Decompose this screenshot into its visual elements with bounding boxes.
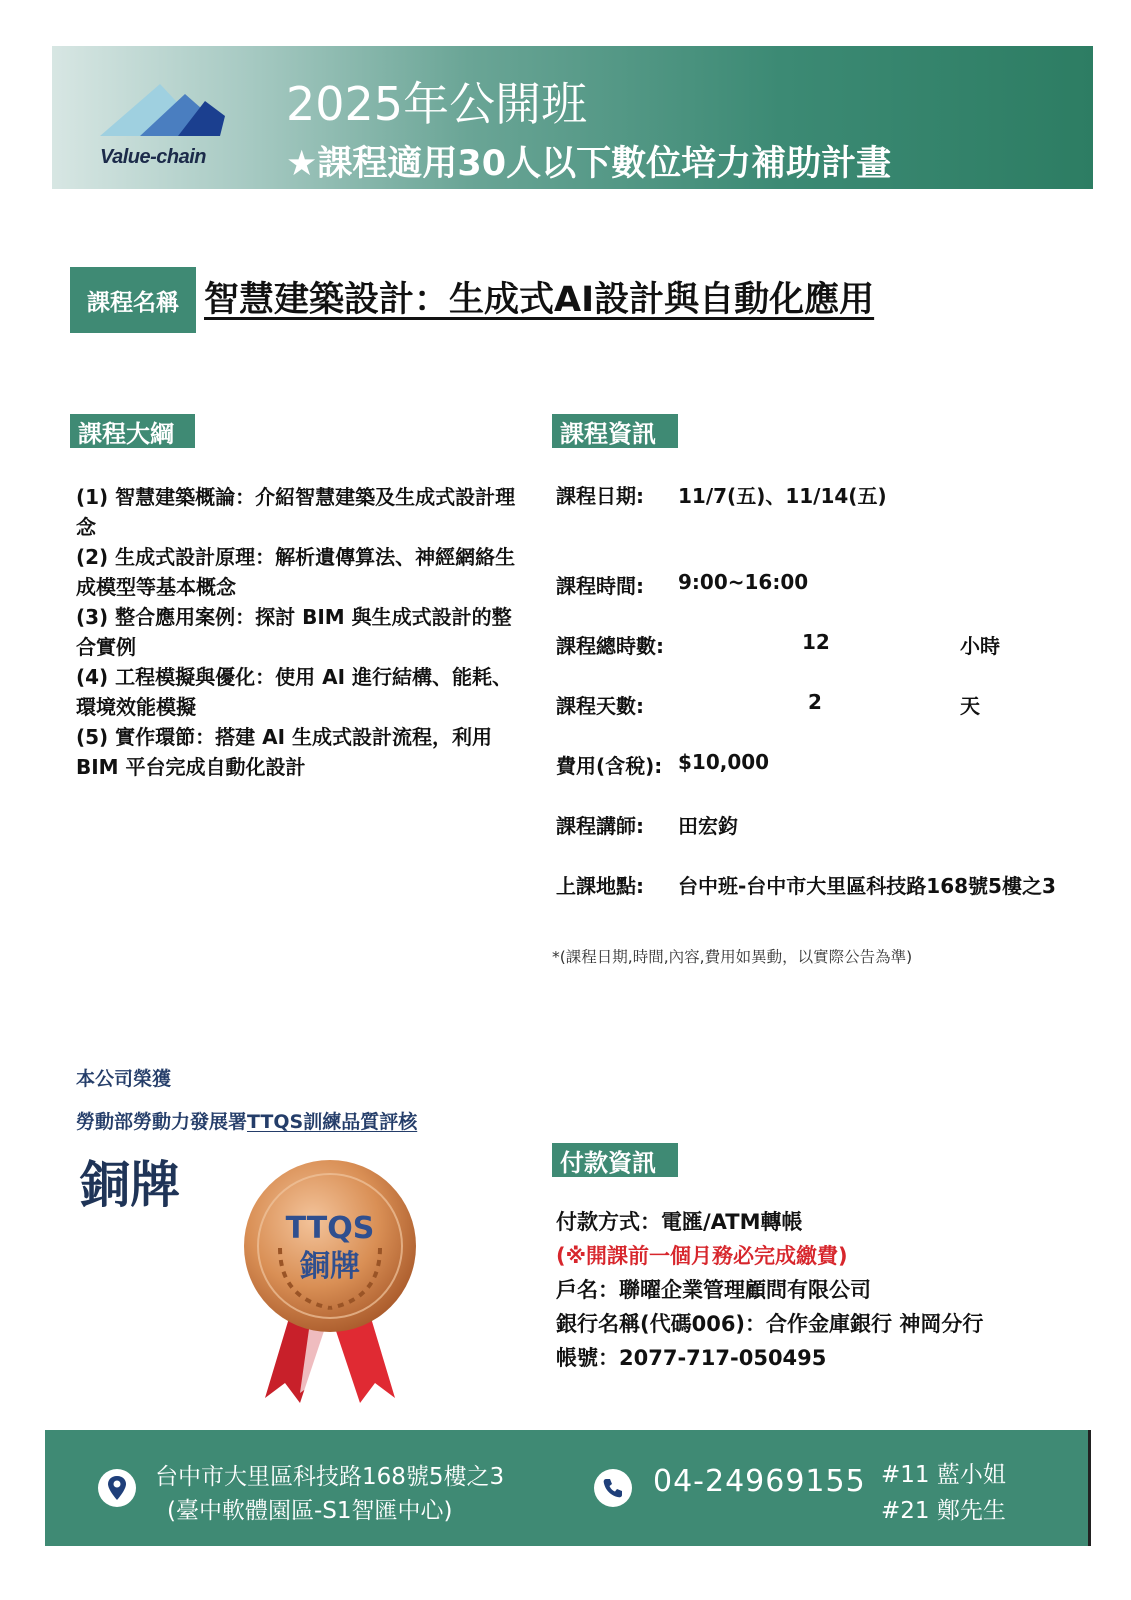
days-label: 課程天數:	[556, 694, 644, 718]
banner-subtitle: ★課程適用30人以下數位培力補助計畫	[286, 144, 892, 184]
hours-value: 12	[802, 630, 830, 654]
info-section-tag: 課程資訊	[552, 414, 678, 448]
payment-warning: (※開課前一個月務必完成繳費)	[556, 1244, 848, 1268]
outline-section-tag: 課程大綱	[70, 414, 195, 448]
award-medal-text: 銅牌	[80, 1156, 180, 1214]
phone-icon	[593, 1468, 633, 1508]
payment-method: 付款方式：電匯/ATM轉帳	[556, 1210, 803, 1234]
footer-address-line2: (臺中軟體園區-S1智匯中心)	[167, 1498, 453, 1524]
hours-label: 課程總時數:	[556, 634, 664, 658]
days-value: 2	[808, 690, 822, 714]
account-number: 帳號：2077-717-050495	[556, 1346, 827, 1370]
days-unit: 天	[960, 694, 980, 718]
fee-value: $10,000	[678, 750, 770, 774]
teacher-label: 課程講師:	[556, 814, 644, 838]
outline-item: (5) 實作環節：搭建 AI 生成式設計流程，利用 BIM 平台完成自動化設計	[76, 725, 493, 779]
footer-address-line1: 台中市大里區科技路168號5樓之3	[155, 1464, 505, 1490]
award-ttqs: TTQS訓練品質評核	[247, 1111, 418, 1133]
logo-text: Value-chain	[100, 146, 207, 168]
award-intro: 本公司榮獲	[76, 1068, 172, 1090]
info-note: *(課程日期,時間,內容,費用如異動，以實際公告為準)	[552, 948, 913, 966]
award-agency: 勞動部勞動力發展署	[76, 1111, 248, 1133]
outline-list	[76, 482, 516, 782]
payment-info-block	[556, 1205, 983, 1375]
payment-section-tag: 付款資訊	[552, 1143, 678, 1177]
course-info-block	[556, 480, 1131, 960]
course-title: 智慧建築設計：生成式AI設計與自動化應用	[204, 280, 875, 320]
banner-title: 2025年公開班	[286, 77, 588, 131]
outline-item: (2) 生成式設計原理：解析遺傳算法、神經網絡生成模型等基本概念	[76, 545, 516, 599]
course-name-tag: 課程名稱	[70, 267, 196, 333]
bank-name: 銀行名稱(代碼006)：合作金庫銀行 神岡分行	[556, 1312, 984, 1336]
location-label: 上課地點:	[556, 874, 644, 898]
fee-label: 費用(含稅):	[556, 754, 663, 778]
footer-phone: 04-24969155	[653, 1464, 866, 1499]
teacher-value: 田宏鈞	[678, 814, 738, 838]
date-value: 11/7(五)、11/14(五)	[678, 484, 887, 508]
footer-extension-1: #11 藍小姐	[881, 1462, 1006, 1488]
footer-extension-2: #21 鄭先生	[881, 1498, 1006, 1524]
location-pin-icon	[97, 1468, 137, 1508]
location-row	[556, 870, 1131, 900]
location-value: 台中班-台中市大里區科技路168號5樓之3	[678, 874, 1056, 898]
medal-bronze-text: 銅牌	[300, 1249, 360, 1284]
account-name: 戶名：聯曜企業管理顧問有限公司	[556, 1278, 871, 1302]
outline-item: (4) 工程模擬與優化：使用 AI 進行結構、能耗、環境效能模擬	[76, 665, 513, 719]
medal-ttqs-text: TTQS	[285, 1211, 375, 1246]
outline-item: (3) 整合應用案例：探討 BIM 與生成式設計的整合實例	[76, 605, 512, 659]
date-label: 課程日期:	[556, 484, 644, 508]
time-label: 課程時間:	[556, 574, 644, 598]
award-description	[76, 1107, 417, 1134]
header-banner	[52, 46, 1093, 189]
bronze-medal-icon	[240, 1158, 420, 1408]
hours-unit: 小時	[960, 634, 1000, 658]
time-value: 9:00~16:00	[678, 570, 809, 594]
outline-item: (1) 智慧建築概論：介紹智慧建築及生成式設計理念	[76, 485, 516, 539]
footer-bar	[45, 1430, 1091, 1546]
